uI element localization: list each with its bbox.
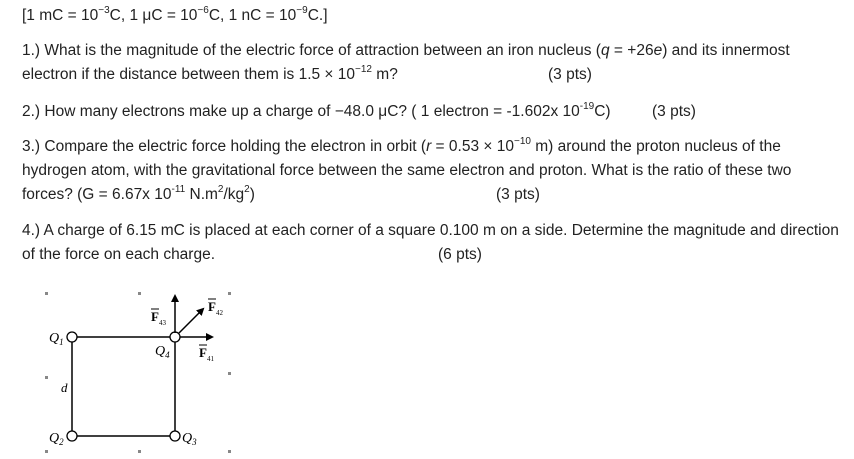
question-2-points: (3 pts) [652, 103, 696, 120]
question-text: 3.) Compare the electric force holding the electron in orbit ( [22, 138, 427, 155]
question-4-line-1: 4.) A charge of 6.15 mC is placed at each corner of a square 0.100 m on a side. Determine the magnitude and direction [22, 222, 839, 239]
exponent: 2 [244, 183, 250, 195]
exponent: −6 [197, 4, 209, 16]
question-text: /kg [223, 186, 245, 203]
q3-label: $Q_3$ [182, 431, 197, 447]
charge-q4 [170, 332, 180, 342]
units-text: C, 1 nC = 10 [208, 7, 297, 24]
units-text: [1 mC = 10 [22, 7, 99, 24]
f41-label: $F_{41}$ [199, 345, 214, 363]
question-text: 1.) What is the magnitude of the electric force of attraction between an iron nucleus ( [22, 42, 601, 59]
exponent: −3 [98, 4, 110, 16]
question-3-points: (3 pts) [496, 186, 540, 203]
exponent: -11 [171, 183, 186, 195]
exponent: 2 [217, 183, 224, 195]
charge-q1 [67, 332, 77, 342]
exponent: −10 [513, 135, 531, 147]
variable-r: r [426, 138, 432, 155]
q1-label: $Q_1$ [49, 331, 64, 347]
scan-dots [45, 292, 231, 453]
question-text: m) around the proton nucleus of the [530, 138, 781, 155]
exponent: -19 [579, 100, 595, 112]
question-text: = +26 [609, 42, 654, 59]
charge-q2 [67, 431, 77, 441]
variable-e: e [653, 42, 663, 59]
f42-label: $F_{42}$ [208, 299, 223, 317]
exponent: −9 [296, 4, 308, 16]
q4-label: $Q_4$ [155, 344, 170, 360]
question-text: N.m [185, 186, 218, 203]
units-text: C, 1 μC = 10 [109, 7, 198, 24]
question-1-points: (3 pts) [548, 66, 592, 83]
force-f42-arrow [179, 309, 203, 333]
question-text: forces? (G = 6.67x 10 [22, 186, 172, 203]
charge-q3 [170, 431, 180, 441]
variable-q: q [600, 42, 610, 59]
question-text: = 0.53 × 10 [431, 138, 514, 155]
question-text: 2.) How many electrons make up a charge of −48.0 μC? ( 1 electron = -1.602x 10 [22, 103, 580, 120]
question-4-points: (6 pts) [438, 246, 482, 263]
question-text: electron if the distance between them is 1.5 × 10 [22, 66, 356, 83]
q2-label: $Q_2$ [49, 431, 64, 447]
f43-label: $F_{43}$ [151, 309, 166, 327]
d-label: d [61, 380, 68, 395]
exponent: −12 [355, 63, 372, 75]
question-4-line-2: of the force on each charge. [22, 246, 216, 263]
units-text: C.] [307, 7, 328, 24]
question-text: ) [249, 186, 255, 203]
question-text: m? [372, 66, 398, 83]
question-3-line-2: hydrogen atom, with the gravitational force between the same electron and proton. What is the ratio of these two [22, 162, 792, 179]
question-text: ) and its innermost [662, 42, 790, 59]
question-text: C) [594, 103, 611, 120]
